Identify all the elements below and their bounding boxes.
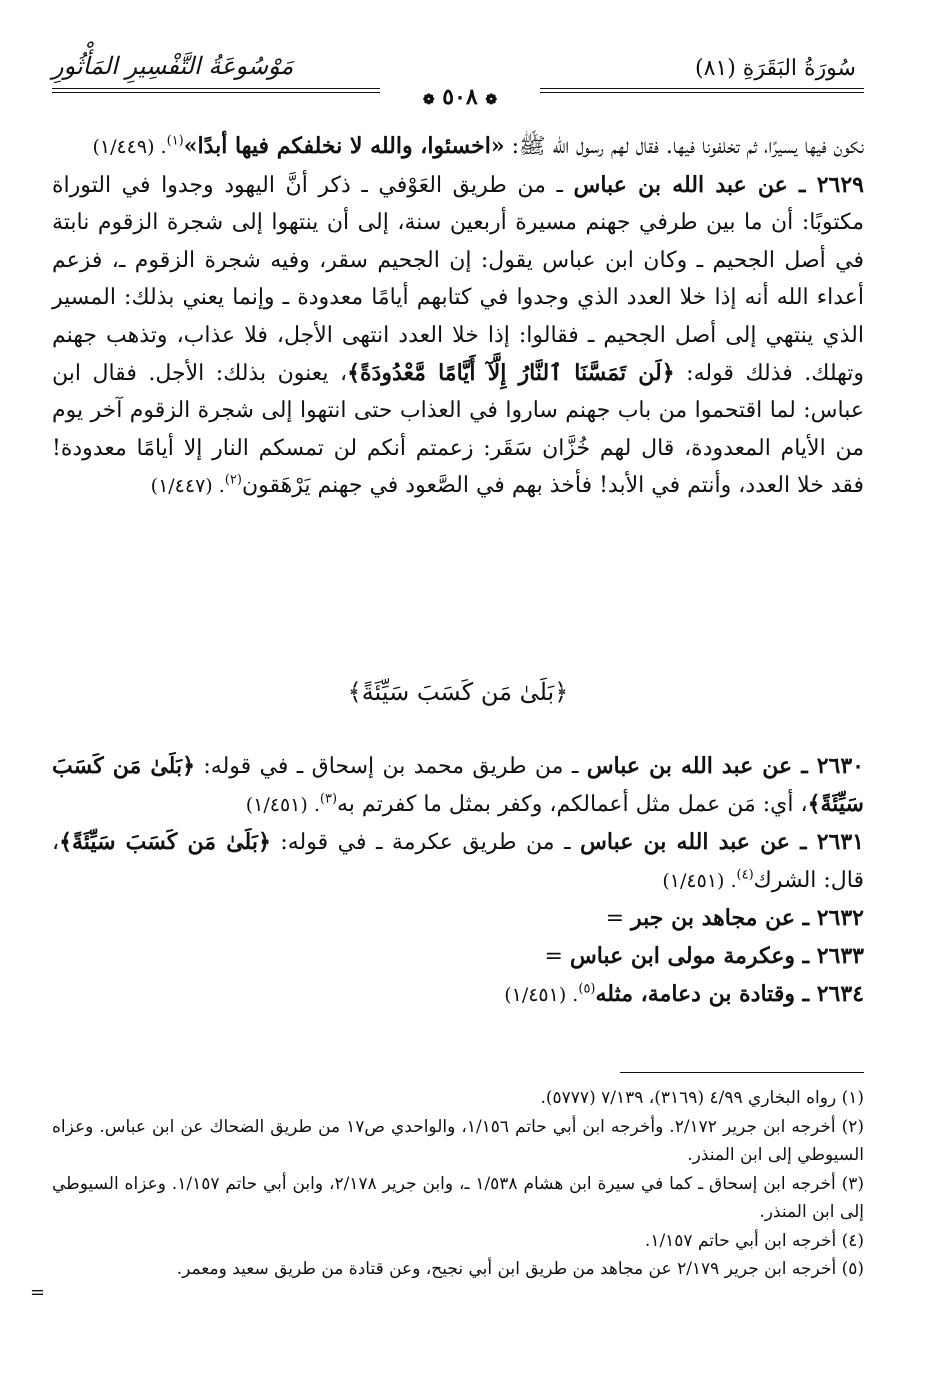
main-text (52, 128, 864, 506)
entry-2631 (52, 824, 864, 900)
footnotes (52, 1084, 864, 1284)
volume-ref: . (١/٤٥١) (662, 869, 737, 892)
entry-2630 (52, 748, 864, 824)
paragraph-continued (52, 128, 864, 167)
footnote-5: (٥) أخرجه ابن جرير ٢/١٧٩ عن مجاهد من طريق ابن أبي نجيح، وعن قتادة من طريق سعيد ومعمر. (176, 1259, 864, 1279)
book-title: مَوْسُوعَةُ التَّفْسِيرِ المَأْثُورِ (52, 52, 294, 80)
continuation-mark: = (30, 1282, 46, 1303)
entry-number: ٢٦٢٩ ـ عن عبد الله بن عباس (573, 171, 864, 198)
entry-number: ٢٦٣١ ـ عن عبد الله بن عباس (580, 829, 864, 856)
footnote-2: (٢) أخرجه ابن جرير ٢/١٧٢. وأخرجه ابن أبي حاتم ١/١٥٦، والواحدي ص١٧ من طريق الضحاك عن ابن عباس. وعزاه السيوطي إلى ابن المنذر. (52, 1116, 864, 1165)
text: ، يعنون بذلك: الأجل. فقال ابن عباس: لما اقتحموا من باب جهنم ساروا في العذاب حتى انتهوا إلى شجرة الزقوم آخر يوم من الأيام المعدودة، قال لهم خُزَّان سَقَر: زعمتم أنكم لن تمسكم النار إلا أيامًا معدودة! فقد خلا العدد، وأنتم في الأبد! فأخذ بهم في الصَّعود في جهنم يَرْهَقون (52, 360, 864, 499)
text: ـ من طريق العَوْفي ـ ذكر أنَّ اليهود وجدوا في التوراة مكتوبًا: أن ما بين طرفي جهنم مسيرة أربعين سنة، إلى أن ينتهوا إلى شجرة الزقوم نابتة في أصل الجحيم ـ وكان ابن عباس يقول: إن الجحيم سقر، وفيه شجرة الزقوم ـ، فزعم أعداء الله أنه إذا خلا العدد الذي وجدوا في كتابهم أيامًا معدودة ـ وإنما يعني بذلك: المسير الذي ينتهي إلى أصل الجحيم ـ فقالوا: إذا خلا العدد انتهى الأجل، فلا عذاب، وتذهب جهنم وتهلك. فذلك قوله: (52, 172, 864, 386)
main-text-2 (52, 748, 864, 1014)
entry-2633 (52, 938, 864, 976)
entry-2632 (52, 900, 864, 938)
volume-ref: . (١/٤٥١) (504, 983, 579, 1006)
entry-2629 (52, 167, 864, 506)
text: ـ من طريق محمد بن إسحاق ـ في قوله: (194, 754, 587, 779)
hadith-quote: «اخسئوا، والله لا نخلفكم فيها أبدًا» (183, 133, 505, 159)
text: = (544, 943, 570, 969)
volume-ref: . (١/٤٤٩) (92, 136, 167, 158)
footnote-marker[interactable]: (٤) (736, 867, 754, 883)
entry-number: ٢٦٣٤ ـ وقتادة بن دعامة (647, 980, 864, 1007)
quran-verse: ﴿بَلَىٰ مَن كَسَبَ سَيِّئَةً﴾ (59, 829, 271, 856)
volume-ref: . (١/٤٥١) (245, 793, 320, 816)
text: نكون فيها يسيرًا، ثم تخلفونا فيها. فقال لهم رسول الله ﷺ: (504, 134, 864, 159)
entry-number: ٢٦٣٣ ـ وعكرمة مولى ابن عباس (569, 942, 864, 969)
page-number-text: ٥٠٨ (442, 84, 478, 110)
footnote-marker[interactable]: (١) (166, 133, 184, 149)
entry-number: ٢٦٣٠ ـ عن عبد الله بن عباس (586, 753, 864, 779)
quran-verse: ﴿لَن تَمَسَّنَا ٱلنَّارُ إِلَّآ أَيَّامًا مَّعْدُودَةً﴾ (347, 359, 675, 386)
ornament-icon: ❁ (422, 92, 435, 108)
text: ، قال: الشرك (52, 830, 864, 893)
entry-2634 (52, 976, 864, 1015)
footnote-1: (١) رواه البخاري ٤/٩٩ (٣١٦٩)، ٧/١٣٩ (٥٧٧٧). (540, 1088, 864, 1108)
text: = (605, 906, 632, 932)
footnote-separator (620, 1072, 864, 1073)
footnote-marker[interactable]: (٢) (224, 473, 242, 489)
section-heading: ﴿بَلَىٰ مَن كَسَبَ سَيِّئَةً﴾ (347, 678, 569, 706)
footnote-marker[interactable]: (٣) (319, 791, 338, 807)
text: ، مثله (595, 980, 648, 1007)
entry-number: ٢٦٣٢ ـ عن مجاهد بن جبر (631, 905, 864, 932)
footnote-marker[interactable]: (٥) (578, 981, 596, 997)
quran-verse: ﴿بَلَىٰ مَن كَسَبَ سَيِّئَةً﴾ (52, 753, 864, 817)
text: ـ من طريق عكرمة ـ في قوله: (270, 830, 581, 856)
volume-ref: . (١/٤٤٧) (150, 475, 225, 498)
footnote-3: (٣) أخرجه ابن إسحاق ـ كما في سيرة ابن هشام ١/٥٣٨ ـ، وابن جرير ٢/١٧٨، وابن أبي حاتم ١/١٥٧. وعزاه السيوطي إلى ابن المنذر. (52, 1173, 864, 1222)
text: ، أي: مَن عمل مثل أعمالكم، وكفر بمثل ما كفرتم به (337, 791, 808, 817)
footnote-4: (٤) أخرجه ابن أبي حاتم ١/١٥٧. (644, 1230, 864, 1251)
ornament-icon: ❁ (485, 92, 498, 108)
page-number (380, 84, 540, 110)
surah-title: سُورَةُ البَقَرَةِ (٨١) (694, 56, 856, 81)
